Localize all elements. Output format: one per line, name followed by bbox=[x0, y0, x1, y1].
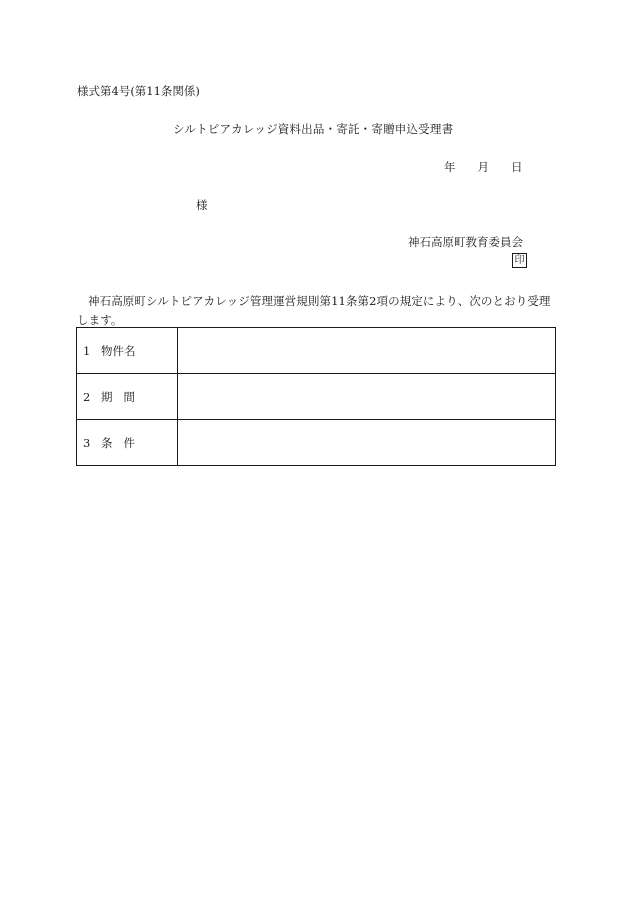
document-title: シルトピアカレッジ資料出品・寄託・寄贈申込受理書 bbox=[173, 122, 454, 136]
item-value-cell bbox=[178, 420, 556, 466]
item-value-cell bbox=[178, 374, 556, 420]
issuer-name: 神石高原町教育委員会 bbox=[408, 235, 523, 249]
items-table bbox=[76, 327, 556, 466]
item-number: 1 bbox=[83, 343, 91, 358]
form-number: 様式第4号(第11条関係) bbox=[77, 84, 200, 98]
body-text: 神石高原町シルトピアカレッジ管理運営規則第11条第2項の規定により、次のとおり受理します。 bbox=[77, 294, 551, 327]
item-label-cell bbox=[77, 328, 178, 374]
item-value-cell bbox=[178, 328, 556, 374]
addressee-suffix: 様 bbox=[196, 198, 208, 212]
item-number: 2 bbox=[83, 389, 91, 404]
table-row bbox=[77, 374, 556, 420]
item-label: 物件名 bbox=[101, 343, 136, 358]
date-year-label: 年 bbox=[444, 160, 456, 174]
item-number: 3 bbox=[83, 435, 91, 450]
item-label-cell bbox=[77, 420, 178, 466]
item-label-cell bbox=[77, 374, 178, 420]
table-row bbox=[77, 328, 556, 374]
date-month-label: 月 bbox=[477, 160, 489, 174]
date-line bbox=[444, 162, 523, 174]
item-label: 期間 bbox=[101, 389, 146, 404]
seal-mark: 印 bbox=[512, 253, 527, 268]
item-label: 条件 bbox=[101, 435, 146, 450]
table-row bbox=[77, 420, 556, 466]
date-day-label: 日 bbox=[511, 160, 523, 174]
